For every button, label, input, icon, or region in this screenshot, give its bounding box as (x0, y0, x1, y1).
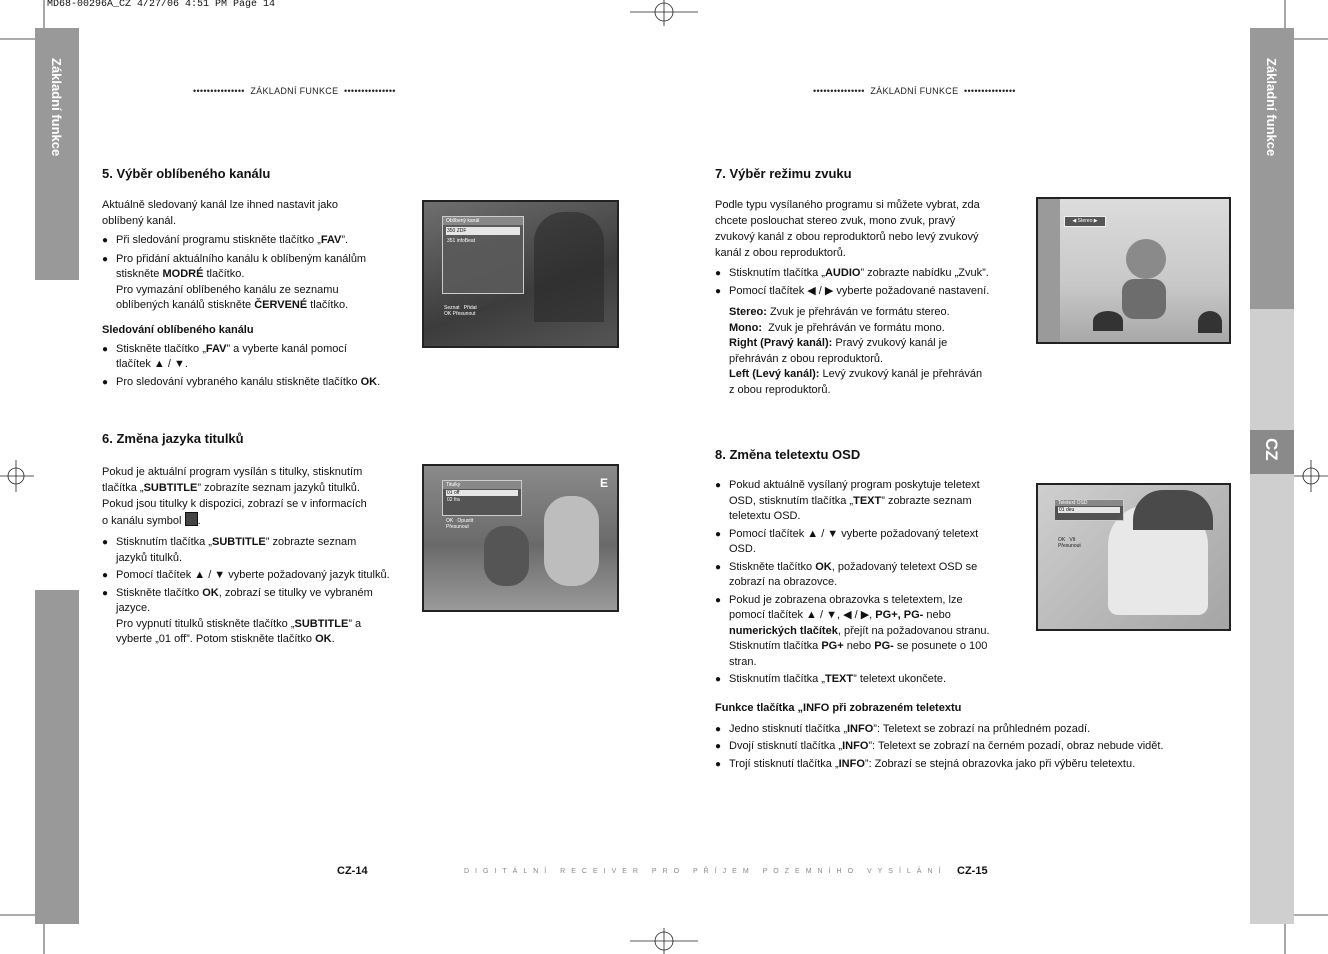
running-head-left: ••••••••••••••• ZÁKLADNÍ FUNKCE ••••••••••••••• (193, 86, 396, 96)
audio-option-stereo: Stereo: Zvuk je přehráván ve formátu stereo. (729, 306, 950, 318)
list-item: ● Jedno stisknutí tlačítka „INFO”: Teletext se zobrazí na průhledném pozadí. (715, 722, 1035, 738)
list-item: ● Pro sledování vybraného kanálu stiskněte tlačítko OK. (102, 375, 412, 391)
list-item: ● Stiskněte tlačítko OK, zobrazí se titulky ve vybraném jazyce. Pro vypnutí titulků stiskněte tlačítko „SUBTITLE” a vyberte „01 off”. Potom stiskněte tlačítko OK. (102, 586, 412, 648)
subtitle-symbol-icon (185, 512, 198, 526)
audio-screenshot (1036, 197, 1231, 344)
osd-teletext-list: Teletext OSD 01 deu (1054, 499, 1124, 521)
osd-audio-selector: ◀ Stereo ▶ (1064, 216, 1106, 227)
osd-legend: OK Vlt Přesunout (1058, 537, 1081, 549)
list-item: ● Pro přidání aktuálního kanálu k oblíbeným kanálům stiskněte MODRÉ tlačítko. Pro vymazání oblíbeného kanálu ze seznamu oblíbených kanálů stiskněte ČERVENÉ tlačítko. (102, 252, 412, 314)
side-tab-label: Základní funkce (49, 58, 64, 157)
language-tab-cz: CZ (1262, 438, 1281, 461)
list-item: ● Pokud je zobrazena obrazovka s teletextem, lze pomocí tlačítek ▲ / ▼, ◀ / ▶, PG+, PG- nebo numerických tlačítek, přejít na požadovanou stranu. Stisknutím tlačítka PG+ nebo PG- se posunete o 100 stran. (715, 593, 1035, 671)
page-number-right: CZ-15 (957, 865, 988, 877)
print-header: MD68-00296A_CZ 4/27/06 4:51 PM Page 14 (47, 0, 276, 10)
list-item: ● Dvojí stisknutí tlačítka „INFO”: Teletext se zobrazí na černém pozadí, obraz nebude vidět. (715, 739, 1035, 755)
section-title: 8. Změna teletextu OSD (715, 447, 861, 462)
list-item: ● Pomocí tlačítek ▲ / ▼ vyberte požadovaný jazyk titulků. (102, 568, 412, 584)
audio-option-left: Left (Levý kanál): Levý zvukový kanál je přehráván z obou reproduktorů. (729, 368, 983, 396)
teletext-screenshot (1036, 483, 1231, 631)
section-title: 6. Změna jazyka titulků (102, 431, 244, 446)
section-favourite-channel: 5. Výběr oblíbeného kanálu Aktuálně sledovaný kanál lze ihned nastavit jako oblíbený kanál. ● Při sledování programu stiskněte tlačítko „FAV”. ● Pro přidání aktuálního kanálu k oblíbeným kanálům stiskněte MODRÉ tlačítko. Pro vymazání oblíbeného kanálu ze seznamu oblíbených kanálů stiskněte ČERVENÉ tlačítko. Sledování oblíbeného kanálu ● Stiskněte tlačítko „FAV” a vyberte kanál pomocí tlačítek ▲ / ▼. ● Pro sledování vybraného kanálu stiskněte tlačítko OK. (102, 166, 412, 390)
section-audio-mode: 7. Výběr režimu zvuku Podle typu vysílaného programu si můžete vybrat, zda chcete poslouchat stereo zvuk, mono zvuk, pravý zvukový kanál z obou reproduktorů nebo levý zvukový kanál z obou reproduktorů. ● Stisknutím tlačítka „AUDIO” zobrazte nabídku „Zvuk”. ● Pomocí tlačítek ◀ / ▶ vyberte požadované nastavení. Stereo: Zvuk je přehráván ve formátu stereo. Mono: Zvuk je přehráván ve formátu mono. Right (Pravý kanál): Pravý zvukový kanál je přehráván z obou reproduktorů. Left (Levý kanál): Levý zvukový kanál je přehráván z obou reproduktorů. (715, 166, 1025, 398)
favourite-channel-screenshot (422, 200, 619, 348)
list-item: ● Pomocí tlačítek ▲ / ▼ vyberte požadovaný teletext OSD. (715, 527, 1035, 558)
section-title: 7. Výběr režimu zvuku (715, 166, 852, 181)
list-item: ● Stisknutím tlačítka „TEXT” teletext ukončete. (715, 672, 1035, 688)
subtitle-screenshot: E Titulky 01 off 02 fra OK Opustit Přesunout (422, 464, 619, 612)
list-item: ● Stisknutím tlačítka „AUDIO” zobrazte nabídku „Zvuk”. (715, 266, 1025, 282)
list-item: ● Stiskněte tlačítko OK, požadovaný teletext OSD se zobrazí na obrazovce. (715, 560, 1035, 591)
osd-legend: OK Opustit Přesunout (446, 518, 474, 530)
footer-title: DIGITÁLNÍ RECEIVER PRO PŘÍJEM POZEMNÍHO VYSÍLÁNÍ (464, 868, 947, 875)
list-item: ● Pokud aktuálně vysílaný program poskytuje teletext OSD, stisknutím tlačítka „TEXT” zobrazte seznam teletextu OSD. (715, 478, 1035, 525)
side-tab-label: Základní funkce (1264, 58, 1279, 157)
list-item: ● Při sledování programu stiskněte tlačítko „FAV”. (102, 233, 412, 249)
list-item: ● Pomocí tlačítek ◀ / ▶ vyberte požadované nastavení. (715, 284, 1025, 300)
audio-option-mono: Mono: Zvuk je přehráván ve formátu mono. (729, 321, 945, 334)
list-item: ● Stiskněte tlačítko „FAV” a vyberte kanál pomocí tlačítek ▲ / ▼. (102, 342, 412, 373)
list-item: ● Trojí stisknutí tlačítka „INFO”: Zobrazí se stejná obrazovka jako při výběru teletextu. (715, 757, 1035, 773)
osd-subtitle-list: Titulky 01 off 02 fra (442, 480, 522, 516)
osd-favourite-list: Oblíbený kanál 350 ZDF 351 infoBeat (442, 216, 524, 294)
audio-option-right: Right (Pravý kanál): Pravý zvukový kanál je přehráván z obou reproduktorů. (729, 337, 948, 365)
page-number-left: CZ-14 (337, 865, 368, 877)
section-subtitle-language: 6. Změna jazyka titulků Pokud je aktuální program vysílán s titulky, stisknutím tlačítka „SUBTITLE” zobrazíte seznam jazyků titulků. Pokud jsou titulky k dispozici, zobrazí se v informacích o kanálu symbol . ● Stisknutím tlačítka „SUBTITLE” zobrazte seznam jazyků titulků. ● Pomocí tlačítek ▲ / ▼ vyberte požadovaný jazyk titulků. ● Stiskněte tlačítko OK, zobrazí se titulky ve vybraném jazyce. Pro vypnutí titulků stiskněte tlačítko „SUBTITLE” a vyberte „01 off”. Potom stiskněte tlačítko OK. (102, 431, 412, 648)
osd-legend: Seznat Přidat OK Přesunout (444, 305, 477, 317)
list-item: ● Stisknutím tlačítka „SUBTITLE” zobrazte seznam jazyků titulků. (102, 535, 412, 566)
subheading: Funkce tlačítka „INFO při zobrazeném teletextu (715, 701, 962, 714)
subheading: Sledování oblíbeného kanálu (102, 323, 254, 336)
running-head-right: ••••••••••••••• ZÁKLADNÍ FUNKCE ••••••••••••••• (813, 86, 1016, 96)
section-title: 5. Výběr oblíbeného kanálu (102, 166, 271, 181)
right-side-tab (1250, 28, 1294, 924)
left-side-tab (35, 28, 79, 924)
